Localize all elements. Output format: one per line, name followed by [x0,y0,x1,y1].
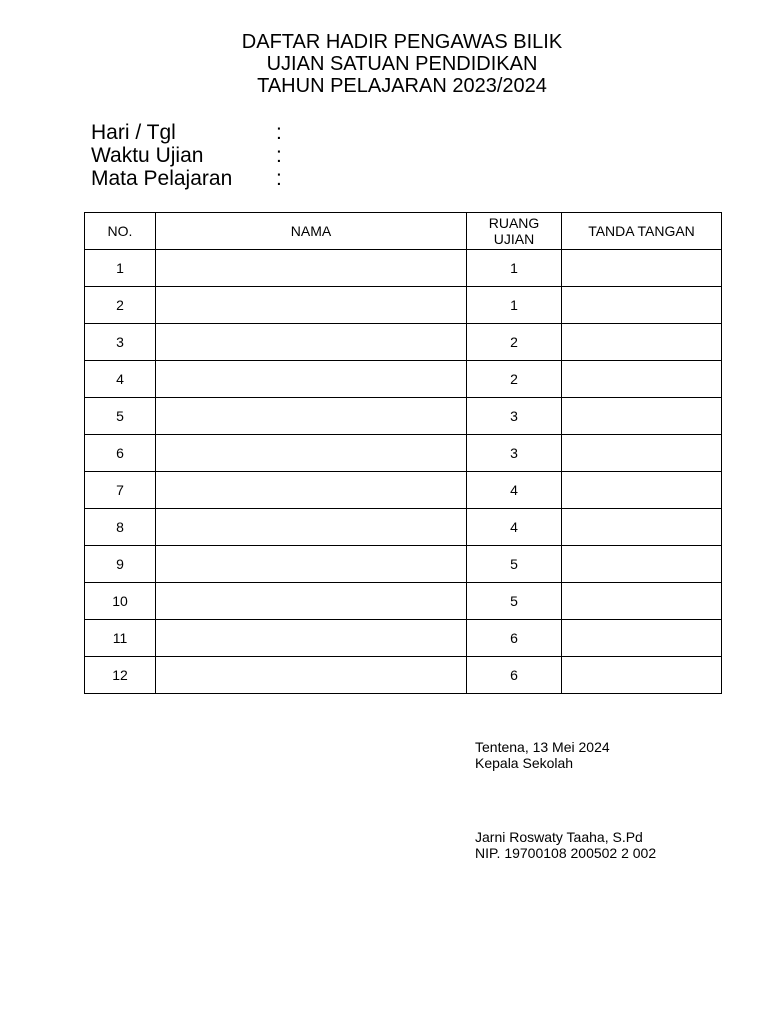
meta-colon: : [276,167,282,190]
cell-no: 6 [85,435,156,472]
table-row [85,509,722,546]
cell-nama [156,287,467,324]
meta-row-hari-tgl [91,121,296,144]
cell-nama [156,620,467,657]
cell-no: 9 [85,546,156,583]
cell-ruang: 5 [467,546,562,583]
cell-nama [156,398,467,435]
cell-ruang: 4 [467,509,562,546]
cell-tanda [562,324,722,361]
cell-no: 2 [85,287,156,324]
table-header-row [85,213,722,250]
title-line-3: TAHUN PELAJARAN 2023/2024 [257,75,547,97]
meta-colon: : [276,121,282,144]
table-row [85,287,722,324]
cell-tanda [562,398,722,435]
table-row [85,583,722,620]
cell-nama [156,657,467,694]
table-row [85,620,722,657]
cell-tanda [562,509,722,546]
header-no: NO. [85,213,156,250]
header-ruang-line2: UJIAN [493,231,535,247]
table-row [85,398,722,435]
attendance-table [84,212,722,694]
meta-row-waktu-ujian [91,144,296,167]
table-row [85,324,722,361]
cell-no: 8 [85,509,156,546]
cell-ruang: 6 [467,620,562,657]
cell-ruang: 3 [467,398,562,435]
cell-no: 4 [85,361,156,398]
cell-tanda [562,361,722,398]
place-date: Tentena, 13 Mei 2024 [475,739,610,755]
header-ruang-line1: RUANG [488,215,540,231]
meta-colon: : [276,144,282,167]
table-row [85,472,722,509]
signer-name: Jarni Roswaty Taaha, S.Pd [475,829,643,845]
cell-nama [156,546,467,583]
cell-no: 1 [85,250,156,287]
cell-nama [156,509,467,546]
cell-tanda [562,435,722,472]
cell-ruang: 3 [467,435,562,472]
exam-info [91,121,296,190]
cell-ruang: 5 [467,583,562,620]
cell-tanda [562,583,722,620]
cell-tanda [562,657,722,694]
cell-no: 5 [85,398,156,435]
title-line-2: UJIAN SATUAN PENDIDIKAN [266,53,538,75]
cell-tanda [562,287,722,324]
cell-ruang: 2 [467,324,562,361]
cell-tanda [562,546,722,583]
cell-nama [156,324,467,361]
header-ruang-ujian [467,213,562,250]
cell-tanda [562,472,722,509]
cell-nama [156,435,467,472]
cell-no: 7 [85,472,156,509]
document-title [0,31,768,97]
table-row [85,657,722,694]
cell-no: 3 [85,324,156,361]
cell-nama [156,250,467,287]
table-row [85,435,722,472]
cell-tanda [562,250,722,287]
header-tanda-tangan: TANDA TANGAN [562,213,722,250]
title-line-1: DAFTAR HADIR PENGAWAS BILIK [241,31,563,53]
cell-nama [156,583,467,620]
cell-no: 11 [85,620,156,657]
cell-ruang: 1 [467,250,562,287]
signer-nip: NIP. 19700108 200502 2 002 [475,845,657,861]
cell-ruang: 2 [467,361,562,398]
table-row [85,546,722,583]
table-row [85,250,722,287]
meta-label: Hari / Tgl [91,121,176,144]
signature-block [475,739,656,861]
signer-position: Kepala Sekolah [475,755,574,771]
cell-no: 10 [85,583,156,620]
meta-label: Waktu Ujian [91,144,204,167]
cell-ruang: 4 [467,472,562,509]
meta-row-mata-pelajaran [91,167,296,190]
header-nama: NAMA [156,213,467,250]
cell-nama [156,361,467,398]
cell-nama [156,472,467,509]
signature-space [475,771,656,829]
meta-label: Mata Pelajaran [91,167,233,190]
table-row [85,361,722,398]
cell-ruang: 1 [467,287,562,324]
cell-ruang: 6 [467,657,562,694]
cell-tanda [562,620,722,657]
cell-no: 12 [85,657,156,694]
